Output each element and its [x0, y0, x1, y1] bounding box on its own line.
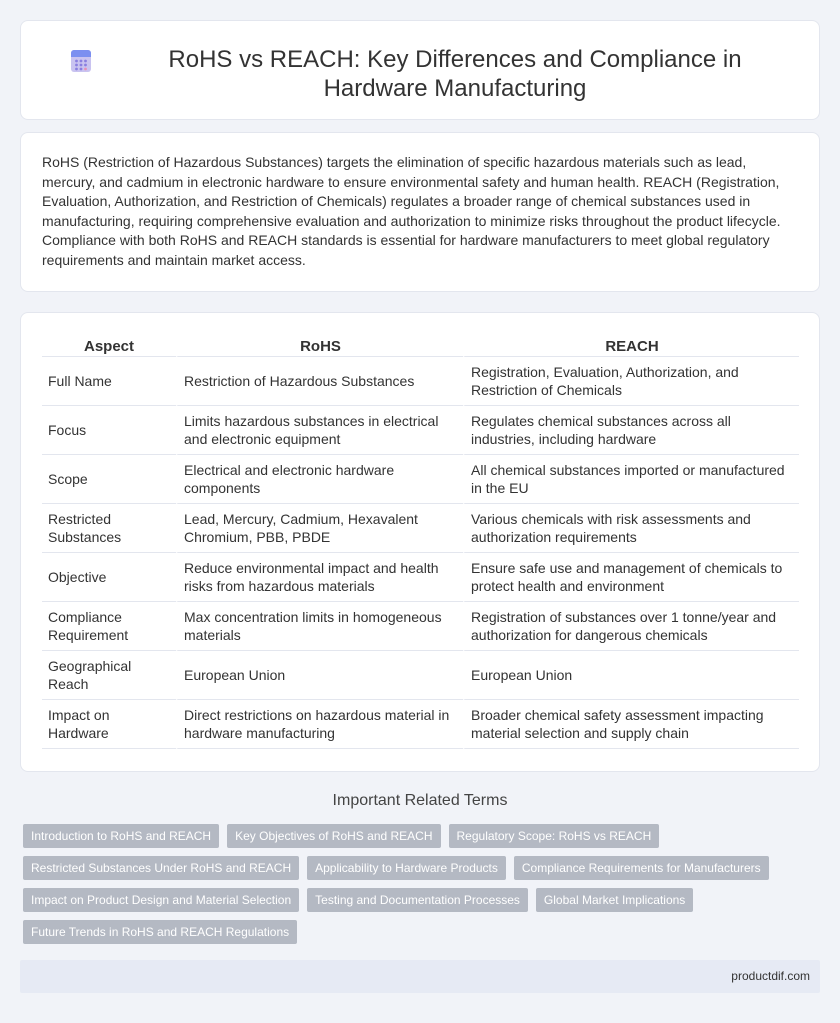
related-term-tag[interactable]: Future Trends in RoHS and REACH Regulations — [23, 920, 297, 944]
rohs-cell: Electrical and electronic hardware components — [176, 455, 463, 504]
rohs-cell: Limits hazardous substances in electrical and electronic equipment — [176, 406, 463, 455]
related-term-tag[interactable]: Key Objectives of RoHS and REACH — [227, 824, 440, 848]
header-reach: REACH — [463, 335, 799, 357]
reach-cell: All chemical substances imported or manufactured in the EU — [463, 455, 799, 504]
aspect-cell: Compliance Requirement — [42, 602, 176, 651]
header-rohs: RoHS — [176, 335, 463, 357]
aspect-cell: Geographical Reach — [42, 651, 176, 700]
rohs-cell: Lead, Mercury, Cadmium, Hexavalent Chromium, PBB, PBDE — [176, 504, 463, 553]
page-title: RoHS vs REACH: Key Differences and Compliance in Hardware Manufacturing — [168, 46, 742, 102]
related-term-tag[interactable]: Compliance Requirements for Manufacturers — [514, 856, 769, 880]
rohs-cell: Direct restrictions on hazardous material in hardware manufacturing — [176, 700, 463, 749]
table-row — [42, 602, 799, 651]
rohs-cell: Reduce environmental impact and health risks from hazardous materials — [176, 553, 463, 602]
comparison-table — [42, 335, 799, 749]
table-row — [42, 651, 799, 700]
header-card — [20, 20, 820, 120]
header-aspect: Aspect — [42, 335, 176, 357]
related-term-tag[interactable]: Applicability to Hardware Products — [307, 856, 506, 880]
aspect-cell: Full Name — [42, 357, 176, 406]
reach-cell: Broader chemical safety assessment impacting material selection and supply chain — [463, 700, 799, 749]
table-row — [42, 455, 799, 504]
reach-cell: European Union — [463, 651, 799, 700]
table-row — [42, 700, 799, 749]
aspect-cell: Restricted Substances — [42, 504, 176, 553]
table-row — [42, 504, 799, 553]
aspect-cell: Objective — [42, 553, 176, 602]
aspect-cell: Focus — [42, 406, 176, 455]
intro-paragraph: RoHS (Restriction of Hazardous Substances) targets the elimination of specific hazardous materials such as lead, mercury, and cadmium in electronic hardware to ensure environmental safety and human health. REACH (Registration, Evaluation, Authorization, and Restriction of Chemicals) regulates a broader range of chemical substances used in manufacturing, requiring comprehensive evaluation and authorization to minimize risks throughout the product lifecycle. Compliance with both RoHS and REACH standards is essential for hardware manufacturers to meet global regulatory requirements and maintain market access. — [42, 154, 781, 268]
aspect-cell: Scope — [42, 455, 176, 504]
reach-cell: Various chemicals with risk assessments and authorization requirements — [463, 504, 799, 553]
reach-cell: Registration, Evaluation, Authorization, and Restriction of Chemicals — [463, 357, 799, 406]
related-term-tag[interactable]: Testing and Documentation Processes — [307, 888, 528, 912]
comparison-table-card — [20, 312, 820, 772]
reach-cell: Regulates chemical substances across all industries, including hardware — [463, 406, 799, 455]
related-terms-title: Important Related Terms — [332, 792, 508, 809]
intro-card — [20, 132, 820, 292]
related-term-tag[interactable]: Regulatory Scope: RoHS vs REACH — [449, 824, 660, 848]
reach-cell: Registration of substances over 1 tonne/year and authorization for dangerous chemicals — [463, 602, 799, 651]
rohs-cell: European Union — [176, 651, 463, 700]
related-term-tag[interactable]: Global Market Implications — [536, 888, 693, 912]
footer-site-link[interactable]: productdif.com — [731, 969, 810, 983]
table-header-row — [42, 335, 799, 357]
reach-cell: Ensure safe use and management of chemicals to protect health and environment — [463, 553, 799, 602]
rohs-cell: Max concentration limits in homogeneous materials — [176, 602, 463, 651]
related-terms-list — [23, 824, 813, 944]
related-term-tag[interactable]: Restricted Substances Under RoHS and REACH — [23, 856, 299, 880]
table-row — [42, 406, 799, 455]
footer — [20, 960, 820, 993]
rohs-cell: Restriction of Hazardous Substances — [176, 357, 463, 406]
related-term-tag[interactable]: Introduction to RoHS and REACH — [23, 824, 219, 848]
table-row — [42, 553, 799, 602]
table-row — [42, 357, 799, 406]
aspect-cell: Impact on Hardware — [42, 700, 176, 749]
calculator-icon — [68, 48, 94, 74]
related-term-tag[interactable]: Impact on Product Design and Material Selection — [23, 888, 299, 912]
